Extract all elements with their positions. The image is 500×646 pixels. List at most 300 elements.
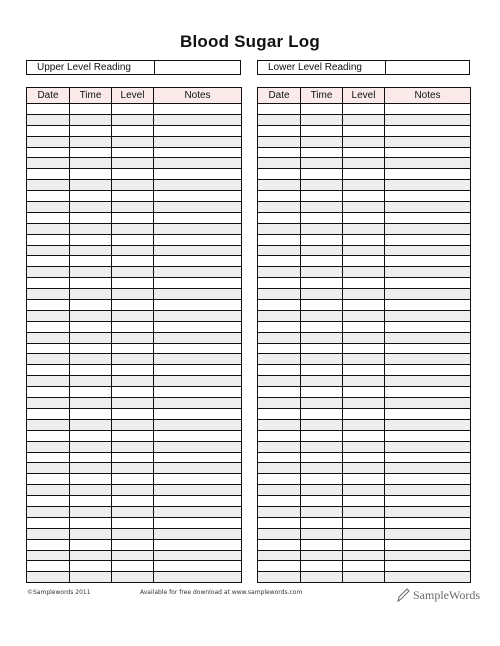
notes-cell[interactable]: [154, 289, 242, 300]
time-cell[interactable]: [70, 496, 112, 507]
time-cell[interactable]: [70, 398, 112, 409]
notes-cell[interactable]: [385, 419, 471, 430]
notes-cell[interactable]: [154, 441, 242, 452]
level-cell[interactable]: [343, 408, 385, 419]
time-cell[interactable]: [70, 430, 112, 441]
notes-cell[interactable]: [385, 572, 471, 583]
level-cell[interactable]: [112, 430, 154, 441]
notes-cell[interactable]: [385, 234, 471, 245]
date-cell[interactable]: [27, 300, 70, 311]
time-cell[interactable]: [70, 474, 112, 485]
time-cell[interactable]: [70, 332, 112, 343]
time-cell[interactable]: [70, 310, 112, 321]
date-cell[interactable]: [27, 441, 70, 452]
date-cell[interactable]: [27, 310, 70, 321]
date-cell[interactable]: [27, 125, 70, 136]
time-cell[interactable]: [70, 321, 112, 332]
notes-cell[interactable]: [154, 463, 242, 474]
time-cell[interactable]: [301, 539, 343, 550]
notes-cell[interactable]: [385, 561, 471, 572]
date-cell[interactable]: [27, 169, 70, 180]
level-cell[interactable]: [112, 169, 154, 180]
level-cell[interactable]: [112, 496, 154, 507]
level-cell[interactable]: [112, 158, 154, 169]
time-cell[interactable]: [301, 387, 343, 398]
date-cell[interactable]: [27, 474, 70, 485]
level-cell[interactable]: [112, 398, 154, 409]
notes-cell[interactable]: [154, 191, 242, 202]
notes-cell[interactable]: [385, 136, 471, 147]
date-cell[interactable]: [27, 517, 70, 528]
date-cell[interactable]: [27, 234, 70, 245]
time-cell[interactable]: [301, 474, 343, 485]
notes-cell[interactable]: [154, 376, 242, 387]
notes-cell[interactable]: [385, 256, 471, 267]
time-cell[interactable]: [70, 202, 112, 213]
time-cell[interactable]: [70, 191, 112, 202]
date-cell[interactable]: [258, 256, 301, 267]
date-cell[interactable]: [258, 354, 301, 365]
time-cell[interactable]: [301, 496, 343, 507]
time-cell[interactable]: [70, 506, 112, 517]
date-cell[interactable]: [258, 114, 301, 125]
level-cell[interactable]: [112, 452, 154, 463]
time-cell[interactable]: [301, 147, 343, 158]
notes-cell[interactable]: [154, 136, 242, 147]
level-cell[interactable]: [343, 485, 385, 496]
time-cell[interactable]: [301, 136, 343, 147]
notes-cell[interactable]: [385, 180, 471, 191]
level-cell[interactable]: [343, 452, 385, 463]
level-cell[interactable]: [112, 104, 154, 115]
level-cell[interactable]: [112, 528, 154, 539]
date-cell[interactable]: [258, 223, 301, 234]
time-cell[interactable]: [70, 300, 112, 311]
notes-cell[interactable]: [385, 441, 471, 452]
level-cell[interactable]: [112, 223, 154, 234]
date-cell[interactable]: [258, 430, 301, 441]
time-cell[interactable]: [70, 517, 112, 528]
level-cell[interactable]: [112, 234, 154, 245]
level-cell[interactable]: [112, 506, 154, 517]
date-cell[interactable]: [27, 104, 70, 115]
level-cell[interactable]: [112, 289, 154, 300]
time-cell[interactable]: [301, 300, 343, 311]
notes-cell[interactable]: [385, 321, 471, 332]
level-cell[interactable]: [343, 506, 385, 517]
time-cell[interactable]: [301, 343, 343, 354]
time-cell[interactable]: [301, 114, 343, 125]
time-cell[interactable]: [70, 180, 112, 191]
notes-cell[interactable]: [385, 343, 471, 354]
date-cell[interactable]: [27, 572, 70, 583]
level-cell[interactable]: [343, 441, 385, 452]
level-cell[interactable]: [112, 180, 154, 191]
level-cell[interactable]: [112, 539, 154, 550]
date-cell[interactable]: [27, 223, 70, 234]
level-cell[interactable]: [112, 561, 154, 572]
time-cell[interactable]: [301, 169, 343, 180]
date-cell[interactable]: [27, 278, 70, 289]
date-cell[interactable]: [258, 191, 301, 202]
notes-cell[interactable]: [154, 496, 242, 507]
notes-cell[interactable]: [385, 387, 471, 398]
notes-cell[interactable]: [385, 408, 471, 419]
time-cell[interactable]: [301, 180, 343, 191]
time-cell[interactable]: [301, 256, 343, 267]
time-cell[interactable]: [70, 104, 112, 115]
date-cell[interactable]: [27, 147, 70, 158]
date-cell[interactable]: [258, 343, 301, 354]
level-cell[interactable]: [112, 572, 154, 583]
time-cell[interactable]: [70, 485, 112, 496]
level-cell[interactable]: [343, 387, 385, 398]
upper-level-reading-field[interactable]: [155, 61, 240, 74]
date-cell[interactable]: [258, 506, 301, 517]
level-cell[interactable]: [112, 354, 154, 365]
notes-cell[interactable]: [154, 147, 242, 158]
time-cell[interactable]: [301, 463, 343, 474]
time-cell[interactable]: [70, 267, 112, 278]
date-cell[interactable]: [27, 561, 70, 572]
notes-cell[interactable]: [385, 114, 471, 125]
date-cell[interactable]: [258, 496, 301, 507]
level-cell[interactable]: [343, 234, 385, 245]
level-cell[interactable]: [343, 539, 385, 550]
notes-cell[interactable]: [385, 354, 471, 365]
date-cell[interactable]: [27, 408, 70, 419]
date-cell[interactable]: [27, 267, 70, 278]
notes-cell[interactable]: [154, 234, 242, 245]
level-cell[interactable]: [112, 310, 154, 321]
notes-cell[interactable]: [385, 278, 471, 289]
notes-cell[interactable]: [154, 528, 242, 539]
date-cell[interactable]: [27, 387, 70, 398]
time-cell[interactable]: [70, 550, 112, 561]
time-cell[interactable]: [301, 572, 343, 583]
level-cell[interactable]: [343, 278, 385, 289]
notes-cell[interactable]: [385, 202, 471, 213]
time-cell[interactable]: [301, 419, 343, 430]
date-cell[interactable]: [258, 572, 301, 583]
date-cell[interactable]: [258, 158, 301, 169]
notes-cell[interactable]: [385, 528, 471, 539]
date-cell[interactable]: [258, 452, 301, 463]
date-cell[interactable]: [27, 485, 70, 496]
time-cell[interactable]: [70, 387, 112, 398]
date-cell[interactable]: [258, 550, 301, 561]
date-cell[interactable]: [27, 158, 70, 169]
date-cell[interactable]: [258, 245, 301, 256]
notes-cell[interactable]: [385, 376, 471, 387]
date-cell[interactable]: [258, 398, 301, 409]
time-cell[interactable]: [70, 223, 112, 234]
date-cell[interactable]: [258, 463, 301, 474]
date-cell[interactable]: [27, 212, 70, 223]
date-cell[interactable]: [258, 278, 301, 289]
time-cell[interactable]: [70, 441, 112, 452]
notes-cell[interactable]: [154, 256, 242, 267]
time-cell[interactable]: [70, 158, 112, 169]
time-cell[interactable]: [301, 376, 343, 387]
notes-cell[interactable]: [154, 365, 242, 376]
level-cell[interactable]: [112, 256, 154, 267]
level-cell[interactable]: [112, 419, 154, 430]
time-cell[interactable]: [301, 332, 343, 343]
level-cell[interactable]: [343, 169, 385, 180]
notes-cell[interactable]: [385, 212, 471, 223]
notes-cell[interactable]: [385, 147, 471, 158]
time-cell[interactable]: [70, 376, 112, 387]
level-cell[interactable]: [343, 300, 385, 311]
notes-cell[interactable]: [154, 387, 242, 398]
level-cell[interactable]: [343, 212, 385, 223]
notes-cell[interactable]: [154, 561, 242, 572]
notes-cell[interactable]: [154, 517, 242, 528]
time-cell[interactable]: [301, 289, 343, 300]
notes-cell[interactable]: [385, 539, 471, 550]
notes-cell[interactable]: [154, 267, 242, 278]
notes-cell[interactable]: [154, 430, 242, 441]
time-cell[interactable]: [301, 354, 343, 365]
date-cell[interactable]: [258, 376, 301, 387]
date-cell[interactable]: [258, 169, 301, 180]
level-cell[interactable]: [112, 485, 154, 496]
time-cell[interactable]: [70, 245, 112, 256]
date-cell[interactable]: [27, 452, 70, 463]
level-cell[interactable]: [343, 245, 385, 256]
time-cell[interactable]: [70, 234, 112, 245]
notes-cell[interactable]: [154, 104, 242, 115]
time-cell[interactable]: [301, 191, 343, 202]
level-cell[interactable]: [343, 180, 385, 191]
date-cell[interactable]: [258, 332, 301, 343]
date-cell[interactable]: [27, 463, 70, 474]
notes-cell[interactable]: [154, 506, 242, 517]
level-cell[interactable]: [343, 256, 385, 267]
level-cell[interactable]: [343, 202, 385, 213]
notes-cell[interactable]: [154, 212, 242, 223]
time-cell[interactable]: [301, 452, 343, 463]
time-cell[interactable]: [301, 441, 343, 452]
time-cell[interactable]: [301, 310, 343, 321]
time-cell[interactable]: [70, 419, 112, 430]
level-cell[interactable]: [343, 376, 385, 387]
notes-cell[interactable]: [385, 506, 471, 517]
level-cell[interactable]: [112, 278, 154, 289]
time-cell[interactable]: [70, 136, 112, 147]
date-cell[interactable]: [27, 419, 70, 430]
date-cell[interactable]: [258, 561, 301, 572]
time-cell[interactable]: [70, 125, 112, 136]
time-cell[interactable]: [70, 452, 112, 463]
level-cell[interactable]: [112, 332, 154, 343]
level-cell[interactable]: [343, 463, 385, 474]
time-cell[interactable]: [301, 104, 343, 115]
notes-cell[interactable]: [154, 180, 242, 191]
time-cell[interactable]: [70, 463, 112, 474]
date-cell[interactable]: [258, 104, 301, 115]
level-cell[interactable]: [343, 419, 385, 430]
time-cell[interactable]: [301, 485, 343, 496]
date-cell[interactable]: [258, 125, 301, 136]
notes-cell[interactable]: [154, 310, 242, 321]
date-cell[interactable]: [258, 147, 301, 158]
time-cell[interactable]: [70, 256, 112, 267]
time-cell[interactable]: [70, 365, 112, 376]
level-cell[interactable]: [112, 441, 154, 452]
date-cell[interactable]: [258, 300, 301, 311]
date-cell[interactable]: [258, 419, 301, 430]
level-cell[interactable]: [343, 496, 385, 507]
notes-cell[interactable]: [385, 485, 471, 496]
notes-cell[interactable]: [385, 191, 471, 202]
level-cell[interactable]: [343, 267, 385, 278]
time-cell[interactable]: [70, 343, 112, 354]
time-cell[interactable]: [70, 114, 112, 125]
time-cell[interactable]: [70, 561, 112, 572]
notes-cell[interactable]: [385, 169, 471, 180]
notes-cell[interactable]: [154, 572, 242, 583]
date-cell[interactable]: [258, 289, 301, 300]
date-cell[interactable]: [27, 289, 70, 300]
level-cell[interactable]: [343, 528, 385, 539]
notes-cell[interactable]: [154, 245, 242, 256]
level-cell[interactable]: [343, 343, 385, 354]
level-cell[interactable]: [343, 223, 385, 234]
date-cell[interactable]: [258, 180, 301, 191]
notes-cell[interactable]: [154, 223, 242, 234]
level-cell[interactable]: [343, 430, 385, 441]
notes-cell[interactable]: [154, 419, 242, 430]
notes-cell[interactable]: [154, 343, 242, 354]
notes-cell[interactable]: [154, 278, 242, 289]
notes-cell[interactable]: [154, 408, 242, 419]
level-cell[interactable]: [343, 136, 385, 147]
notes-cell[interactable]: [154, 452, 242, 463]
notes-cell[interactable]: [385, 310, 471, 321]
notes-cell[interactable]: [385, 474, 471, 485]
level-cell[interactable]: [112, 147, 154, 158]
time-cell[interactable]: [70, 278, 112, 289]
level-cell[interactable]: [343, 158, 385, 169]
date-cell[interactable]: [27, 550, 70, 561]
date-cell[interactable]: [258, 267, 301, 278]
date-cell[interactable]: [258, 485, 301, 496]
time-cell[interactable]: [301, 517, 343, 528]
date-cell[interactable]: [27, 506, 70, 517]
time-cell[interactable]: [70, 528, 112, 539]
level-cell[interactable]: [112, 474, 154, 485]
time-cell[interactable]: [70, 289, 112, 300]
time-cell[interactable]: [70, 147, 112, 158]
date-cell[interactable]: [258, 310, 301, 321]
date-cell[interactable]: [27, 496, 70, 507]
notes-cell[interactable]: [385, 452, 471, 463]
notes-cell[interactable]: [385, 300, 471, 311]
level-cell[interactable]: [343, 398, 385, 409]
notes-cell[interactable]: [385, 550, 471, 561]
date-cell[interactable]: [258, 387, 301, 398]
notes-cell[interactable]: [385, 125, 471, 136]
notes-cell[interactable]: [385, 332, 471, 343]
level-cell[interactable]: [343, 365, 385, 376]
level-cell[interactable]: [112, 202, 154, 213]
notes-cell[interactable]: [385, 496, 471, 507]
time-cell[interactable]: [301, 267, 343, 278]
date-cell[interactable]: [27, 528, 70, 539]
level-cell[interactable]: [343, 332, 385, 343]
notes-cell[interactable]: [154, 474, 242, 485]
time-cell[interactable]: [70, 169, 112, 180]
level-cell[interactable]: [112, 387, 154, 398]
time-cell[interactable]: [301, 365, 343, 376]
date-cell[interactable]: [27, 191, 70, 202]
notes-cell[interactable]: [385, 517, 471, 528]
date-cell[interactable]: [27, 398, 70, 409]
level-cell[interactable]: [343, 191, 385, 202]
notes-cell[interactable]: [385, 463, 471, 474]
lower-level-reading-field[interactable]: [386, 61, 469, 74]
time-cell[interactable]: [301, 234, 343, 245]
date-cell[interactable]: [27, 354, 70, 365]
time-cell[interactable]: [301, 408, 343, 419]
date-cell[interactable]: [258, 539, 301, 550]
date-cell[interactable]: [27, 376, 70, 387]
level-cell[interactable]: [343, 289, 385, 300]
notes-cell[interactable]: [154, 114, 242, 125]
time-cell[interactable]: [301, 223, 343, 234]
notes-cell[interactable]: [154, 354, 242, 365]
date-cell[interactable]: [27, 332, 70, 343]
notes-cell[interactable]: [154, 321, 242, 332]
time-cell[interactable]: [301, 158, 343, 169]
date-cell[interactable]: [27, 136, 70, 147]
date-cell[interactable]: [27, 321, 70, 332]
notes-cell[interactable]: [154, 169, 242, 180]
level-cell[interactable]: [112, 365, 154, 376]
notes-cell[interactable]: [154, 539, 242, 550]
level-cell[interactable]: [343, 310, 385, 321]
date-cell[interactable]: [258, 517, 301, 528]
notes-cell[interactable]: [154, 158, 242, 169]
time-cell[interactable]: [301, 561, 343, 572]
time-cell[interactable]: [301, 125, 343, 136]
notes-cell[interactable]: [154, 202, 242, 213]
time-cell[interactable]: [70, 354, 112, 365]
date-cell[interactable]: [258, 365, 301, 376]
notes-cell[interactable]: [385, 104, 471, 115]
level-cell[interactable]: [112, 125, 154, 136]
time-cell[interactable]: [301, 202, 343, 213]
notes-cell[interactable]: [385, 158, 471, 169]
level-cell[interactable]: [343, 104, 385, 115]
date-cell[interactable]: [258, 528, 301, 539]
level-cell[interactable]: [343, 147, 385, 158]
date-cell[interactable]: [258, 441, 301, 452]
level-cell[interactable]: [112, 408, 154, 419]
date-cell[interactable]: [27, 245, 70, 256]
notes-cell[interactable]: [154, 550, 242, 561]
notes-cell[interactable]: [154, 332, 242, 343]
date-cell[interactable]: [258, 408, 301, 419]
time-cell[interactable]: [301, 506, 343, 517]
notes-cell[interactable]: [385, 223, 471, 234]
level-cell[interactable]: [112, 550, 154, 561]
time-cell[interactable]: [70, 408, 112, 419]
time-cell[interactable]: [70, 572, 112, 583]
date-cell[interactable]: [258, 202, 301, 213]
